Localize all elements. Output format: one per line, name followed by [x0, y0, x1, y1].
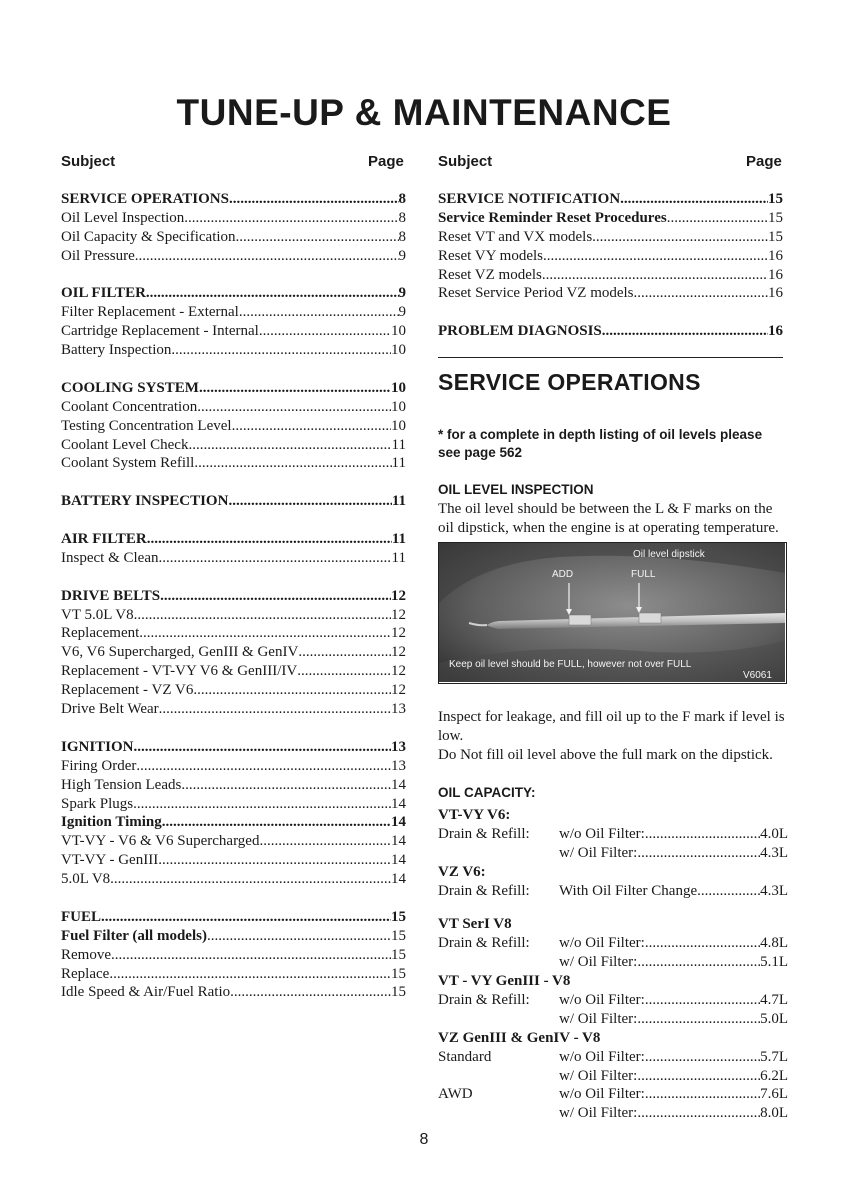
toc-entry-page: 10 — [391, 342, 406, 359]
toc-spacer — [61, 360, 406, 379]
capacity-condition: w/ Oil Filter: — [559, 1010, 638, 1027]
toc-entry-coolant-level-check — [61, 436, 406, 455]
toc-entry-page: 10 — [391, 398, 406, 415]
toc-entry-page: 16 — [768, 285, 783, 302]
toc-entry-reset-vy-models — [438, 247, 783, 266]
toc-entry-page: 13 — [391, 701, 406, 718]
toc-entry-page: 11 — [391, 493, 406, 510]
toc-leader-dots — [602, 322, 768, 341]
toc-leader-dots — [620, 190, 768, 209]
toc-entry-page: 9 — [398, 304, 406, 321]
oil-level-heading: OIL LEVEL INSPECTION — [438, 482, 594, 497]
toc-entry-vt-5-0l-v8 — [61, 606, 406, 625]
capacity-value: 4.0L — [760, 825, 788, 842]
toc-entry-label: Replace — [61, 965, 110, 982]
toc-entry-coolant-system-refill — [61, 454, 406, 473]
toc-entry-label: Replacement — [61, 625, 140, 642]
capacity-condition: w/o Oil Filter: — [559, 992, 645, 1009]
toc-leader-dots — [134, 606, 391, 625]
left-subject-header: Subject — [61, 153, 116, 170]
capacity-value: 4.3L — [760, 844, 788, 861]
toc-leader-dots — [184, 209, 398, 228]
toc-entry-page: 14 — [391, 776, 406, 793]
left-toc-list — [61, 190, 406, 1002]
toc-leader-dots — [199, 379, 391, 398]
toc-leader-dots — [236, 228, 399, 247]
toc-entry-page: 15 — [391, 984, 406, 1001]
toc-entry-page: 11 — [391, 436, 406, 453]
toc-leader-dots — [592, 228, 768, 247]
toc-entry-replacement-vz-v6 — [61, 681, 406, 700]
capacity-leader-dots — [645, 991, 760, 1010]
toc-entry-label: Ignition Timing — [61, 814, 162, 831]
toc-entry-label: Reset Service Period VZ models — [438, 285, 634, 302]
toc-entry-label: VT 5.0L V8 — [61, 606, 134, 623]
toc-leader-dots — [158, 549, 391, 568]
toc-entry-v6-v6-supercharged-geniii-geniv — [61, 643, 406, 662]
toc-leader-dots — [110, 870, 391, 889]
toc-leader-dots — [147, 530, 392, 549]
toc-leader-dots — [158, 851, 391, 870]
toc-entry-page: 15 — [768, 209, 783, 226]
capacity-condition: w/ Oil Filter: — [559, 1105, 638, 1122]
toc-entry-page: 9 — [398, 285, 406, 302]
toc-leader-dots — [135, 247, 399, 266]
toc-leader-dots — [134, 738, 391, 757]
oil-capacity-heading: OIL CAPACITY: — [438, 785, 536, 800]
capacity-leader-dots — [697, 882, 760, 901]
toc-leader-dots — [229, 190, 399, 209]
toc-spacer — [61, 568, 406, 587]
toc-entry-5-0l-v8 — [61, 870, 406, 889]
capacity-procedure: Standard — [438, 1048, 492, 1065]
capacity-value: 6.2L — [760, 1067, 788, 1084]
toc-entry-page: 14 — [391, 795, 406, 812]
toc-entry-label: Battery Inspection — [61, 342, 172, 359]
toc-entry-label: Firing Order — [61, 757, 137, 774]
do-not-overfill-text: Do Not fill oil level above the full mark on the dipstick. — [438, 747, 773, 763]
toc-leader-dots — [146, 284, 399, 303]
toc-entry-label: Fuel Filter (all models) — [61, 927, 207, 944]
toc-entry-fuel — [61, 908, 406, 927]
toc-entry-page: 16 — [768, 247, 783, 264]
capacity-value: 5.0L — [760, 1010, 788, 1027]
capacity-leader-dots — [637, 1010, 760, 1029]
toc-entry-oil-capacity-specification — [61, 228, 406, 247]
toc-entry-label: Remove — [61, 946, 111, 963]
capacity-leader-dots — [637, 1067, 760, 1086]
toc-entry-label: SERVICE NOTIFICATION — [438, 191, 621, 207]
toc-entry-label: Cartridge Replacement - Internal — [61, 323, 259, 340]
toc-leader-dots — [297, 662, 391, 681]
capacity-condition: w/o Oil Filter: — [559, 1086, 645, 1103]
toc-entry-page: 15 — [391, 946, 406, 963]
toc-entry-label: OIL FILTER — [61, 285, 146, 302]
toc-entry-label: Inspect & Clean — [61, 549, 159, 566]
capacity-value: 8.0L — [760, 1105, 788, 1122]
toc-entry-cooling-system — [61, 379, 406, 398]
capacity-row — [438, 1048, 788, 1067]
toc-entry-label: BATTERY INSPECTION — [61, 493, 229, 510]
toc-entry-high-tension-leads — [61, 776, 406, 795]
toc-entry-label: Coolant Level Check — [61, 436, 189, 453]
toc-entry-problem-diagnosis — [438, 322, 783, 341]
toc-leader-dots — [207, 927, 391, 946]
capacity-leader-dots — [645, 825, 760, 844]
toc-entry-page: 12 — [391, 644, 406, 661]
oil-levels-note: * for a complete in depth listing of oil levels please see page 562 — [438, 427, 763, 460]
capacity-value: 7.6L — [760, 1086, 788, 1103]
toc-leader-dots — [194, 454, 391, 473]
toc-entry-label: High Tension Leads — [61, 776, 182, 793]
capacity-procedure: Drain & Refill: — [438, 935, 530, 952]
toc-entry-testing-concentration-level — [61, 417, 406, 436]
capacity-engine-heading: VZ GenIII & GenIV - V8 — [438, 1029, 601, 1046]
toc-leader-dots — [197, 398, 391, 417]
toc-entry-replacement — [61, 624, 406, 643]
toc-entry-label: DRIVE BELTS — [61, 587, 161, 604]
toc-entry-oil-pressure — [61, 247, 406, 266]
toc-leader-dots — [181, 776, 391, 795]
toc-entry-page: 14 — [391, 814, 406, 831]
toc-entry-page: 14 — [391, 871, 406, 888]
capacity-value: 4.3L — [760, 882, 788, 899]
capacity-row — [438, 1085, 788, 1104]
toc-spacer — [61, 889, 406, 908]
toc-leader-dots — [228, 492, 391, 511]
toc-entry-ignition-timing — [61, 813, 406, 832]
photo-caption: Keep oil level should be FULL, however not over FULL — [449, 659, 692, 670]
capacity-row — [438, 1010, 788, 1029]
capacity-leader-dots — [645, 1048, 760, 1067]
capacity-condition: w/o Oil Filter: — [559, 825, 645, 842]
capacity-value: 4.7L — [760, 992, 788, 1009]
toc-leader-dots — [542, 266, 768, 285]
toc-leader-dots — [239, 303, 399, 322]
toc-entry-page: 11 — [391, 531, 406, 548]
toc-entry-reset-vz-models — [438, 266, 783, 285]
toc-leader-dots — [230, 983, 391, 1002]
capacity-engine-heading: VT-VY V6: — [438, 807, 511, 823]
toc-entry-page: 12 — [391, 587, 406, 604]
toc-entry-replacement-vt-vy-v6-geniii-iv — [61, 662, 406, 681]
toc-entry-page: 15 — [391, 965, 406, 982]
oil-level-text: The oil level should be between the L & F marks on the oil dipstick, when the engine is at operating temperature. — [438, 501, 779, 536]
toc-entry-label: IGNITION — [61, 738, 134, 755]
capacity-condition: w/o Oil Filter: — [559, 935, 645, 952]
toc-leader-dots — [193, 681, 391, 700]
toc-entry-page: 13 — [391, 738, 406, 755]
toc-entry-label: Coolant System Refill — [61, 455, 195, 472]
toc-entry-firing-order — [61, 757, 406, 776]
toc-entry-label: Drive Belt Wear — [61, 701, 159, 718]
toc-entry-drive-belts — [61, 587, 406, 606]
toc-entry-vt-vy-geniii — [61, 851, 406, 870]
toc-entry-air-filter — [61, 530, 406, 549]
toc-entry-vt-vy-v6-v6-supercharged — [61, 832, 406, 851]
capacity-engine-heading: VZ V6: — [438, 863, 486, 880]
left-page-header: Page — [368, 153, 404, 170]
toc-leader-dots — [259, 322, 391, 341]
toc-entry-page: 14 — [391, 833, 406, 850]
toc-entry-spark-plugs — [61, 795, 406, 814]
toc-entry-page: 10 — [391, 323, 406, 340]
toc-entry-battery-inspection — [61, 341, 406, 360]
capacity-leader-dots — [637, 1104, 760, 1123]
toc-entry-label: Reset VZ models — [438, 266, 542, 283]
capacity-row — [438, 953, 788, 972]
photo-label-full: FULL — [631, 569, 656, 580]
capacity-condition: With Oil Filter Change — [559, 882, 698, 899]
toc-entry-page: 10 — [391, 417, 406, 434]
toc-leader-dots — [543, 247, 768, 266]
toc-leader-dots — [101, 908, 391, 927]
toc-leader-dots — [159, 700, 391, 719]
toc-entry-page: 12 — [391, 682, 406, 699]
capacity-spacer — [438, 900, 788, 915]
toc-entry-label: Filter Replacement - External — [61, 304, 239, 321]
capacity-value: 5.7L — [760, 1048, 788, 1065]
dipstick-photo — [438, 542, 787, 684]
toc-leader-dots — [109, 965, 391, 984]
toc-leader-dots — [136, 757, 391, 776]
capacity-procedure: Drain & Refill: — [438, 825, 530, 842]
toc-leader-dots — [667, 209, 768, 228]
toc-entry-fuel-filter-all-models — [61, 927, 406, 946]
capacity-row — [438, 844, 788, 863]
page-title: TUNE-UP & MAINTENANCE — [176, 92, 672, 133]
toc-entry-inspect-clean — [61, 549, 406, 568]
toc-entry-label: FUEL — [61, 908, 102, 925]
capacity-row — [438, 1067, 788, 1086]
capacity-leader-dots — [637, 844, 760, 863]
toc-entry-page: 15 — [768, 191, 783, 207]
capacity-leader-dots — [645, 1085, 760, 1104]
page-number: 8 — [419, 1131, 429, 1148]
capacity-leader-dots — [645, 934, 760, 953]
toc-entry-coolant-concentration — [61, 398, 406, 417]
toc-entry-page: 15 — [391, 927, 406, 944]
toc-leader-dots — [133, 795, 391, 814]
toc-entry-reset-vt-and-vx-models — [438, 228, 783, 247]
toc-entry-label: Spark Plugs — [61, 795, 134, 812]
toc-entry-label: Coolant Concentration — [61, 398, 198, 415]
capacity-condition: w/ Oil Filter: — [559, 954, 638, 971]
toc-leader-dots — [298, 643, 391, 662]
toc-leader-dots — [188, 436, 391, 455]
toc-entry-label: AIR FILTER — [61, 531, 147, 548]
photo-label-dipstick: Oil level dipstick — [633, 549, 705, 560]
toc-entry-label: SERVICE OPERATIONS — [61, 191, 229, 207]
photo-label-add: ADD — [552, 569, 574, 580]
toc-entry-service-notification — [438, 190, 783, 209]
toc-leader-dots — [634, 284, 768, 303]
toc-entry-idle-speed-air-fuel-ratio — [61, 983, 406, 1002]
toc-entry-label: VT-VY - V6 & V6 Supercharged — [61, 833, 260, 850]
toc-entry-remove — [61, 946, 406, 965]
capacity-condition: w/ Oil Filter: — [559, 844, 638, 861]
toc-entry-page: 16 — [768, 266, 783, 283]
toc-spacer — [438, 303, 783, 322]
toc-entry-service-reminder-reset-procedures — [438, 209, 783, 228]
capacity-value: 5.1L — [760, 954, 788, 971]
toc-entry-reset-service-period-vz-models — [438, 284, 783, 303]
toc-entry-label: Oil Level Inspection — [61, 209, 185, 226]
capacity-condition: w/o Oil Filter: — [559, 1048, 645, 1065]
toc-entry-page: 16 — [768, 323, 783, 340]
toc-leader-dots — [139, 624, 391, 643]
toc-entry-page: 8 — [398, 228, 406, 245]
toc-entry-page: 15 — [391, 908, 406, 925]
toc-entry-replace — [61, 965, 406, 984]
toc-entry-label: COOLING SYSTEM — [61, 379, 199, 396]
toc-entry-page: 13 — [391, 757, 406, 774]
capacity-engine-heading: VT SerI V8 — [438, 916, 512, 933]
toc-entry-oil-filter — [61, 284, 406, 303]
toc-entry-drive-belt-wear — [61, 700, 406, 719]
toc-entry-ignition — [61, 738, 406, 757]
capacity-leader-dots — [637, 953, 760, 972]
toc-spacer — [61, 473, 406, 492]
toc-entry-page: 8 — [398, 209, 406, 226]
capacity-row — [438, 991, 788, 1010]
capacity-row — [438, 825, 788, 844]
toc-entry-label: Oil Pressure — [61, 247, 135, 264]
capacity-row — [438, 934, 788, 953]
toc-entry-page: 9 — [398, 247, 406, 264]
right-subject-header: Subject — [438, 153, 493, 170]
toc-entry-label: Service Reminder Reset Procedures — [438, 209, 667, 226]
toc-entry-service-operations — [61, 190, 406, 209]
toc-entry-page: 14 — [391, 852, 406, 869]
toc-leader-dots — [162, 813, 391, 832]
toc-leader-dots — [171, 341, 391, 360]
section-heading: SERVICE OPERATIONS — [438, 369, 701, 395]
capacity-procedure: Drain & Refill: — [438, 992, 530, 1009]
capacity-value: 4.8L — [760, 935, 788, 952]
toc-spacer — [61, 719, 406, 738]
toc-entry-label: V6, V6 Supercharged, GenIII & GenIV — [61, 644, 299, 661]
toc-entry-label: VT-VY - GenIII — [61, 852, 159, 869]
toc-entry-label: Reset VT and VX models — [438, 228, 593, 245]
toc-entry-label: Reset VY models — [438, 247, 543, 264]
right-toc-list — [438, 190, 783, 341]
right-page-header: Page — [746, 153, 782, 170]
toc-entry-page: 12 — [391, 606, 406, 623]
toc-entry-label: 5.0L V8 — [61, 871, 111, 888]
toc-entry-filter-replacement-external — [61, 303, 406, 322]
toc-entry-label: Oil Capacity & Specification — [61, 228, 236, 245]
toc-entry-battery-inspection — [61, 492, 406, 511]
toc-spacer — [61, 511, 406, 530]
oil-capacity-table — [438, 806, 788, 1123]
capacity-row — [438, 882, 788, 901]
toc-entry-cartridge-replacement-internal — [61, 322, 406, 341]
toc-entry-page: 12 — [391, 663, 406, 680]
capacity-engine-heading: VT - VY GenIII - V8 — [438, 973, 571, 990]
toc-entry-label: Replacement - VZ V6 — [61, 682, 194, 699]
toc-entry-label: Testing Concentration Level — [61, 417, 232, 434]
inspect-leakage-text: Inspect for leakage, and fill oil up to the F mark if level is low. — [438, 709, 785, 744]
capacity-row — [438, 1104, 788, 1123]
toc-entry-page: 11 — [391, 455, 406, 472]
toc-spacer — [61, 266, 406, 285]
toc-entry-label: Idle Speed & Air/Fuel Ratio — [61, 984, 231, 1001]
capacity-procedure: Drain & Refill: — [438, 882, 530, 899]
toc-entry-page: 12 — [391, 625, 406, 642]
toc-entry-page: 15 — [768, 228, 783, 245]
photo-code: V6061 — [743, 670, 772, 681]
capacity-procedure: AWD — [438, 1086, 473, 1103]
toc-entry-label: PROBLEM DIAGNOSIS — [438, 323, 602, 340]
section-divider — [438, 357, 783, 358]
toc-entry-label: Replacement - VT-VY V6 & GenIII/IV — [61, 663, 298, 680]
toc-leader-dots — [232, 417, 391, 436]
toc-leader-dots — [111, 946, 391, 965]
toc-entry-page: 10 — [391, 379, 406, 396]
capacity-condition: w/ Oil Filter: — [559, 1067, 638, 1084]
toc-entry-page: 11 — [391, 549, 406, 566]
toc-leader-dots — [160, 587, 391, 606]
toc-entry-page: 8 — [398, 191, 406, 207]
toc-entry-oil-level-inspection — [61, 209, 406, 228]
toc-leader-dots — [259, 832, 391, 851]
